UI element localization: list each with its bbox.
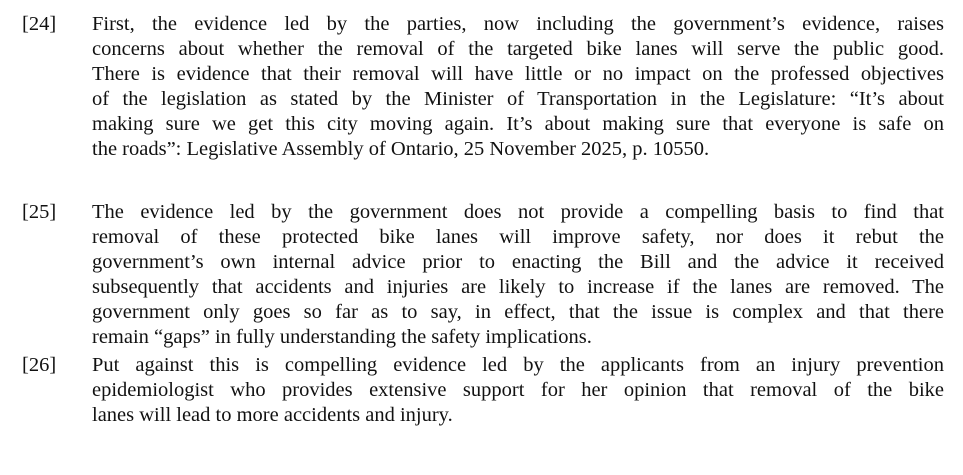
text-line: the roads”: Legislative Assembly of Ontario, 25 November 2025, p. 10550.: [92, 138, 710, 160]
text-line: There is evidence that their removal will have little or no impact on the professed objectives: [92, 63, 944, 85]
paragraph-text: [92, 200, 944, 350]
text-line: concerns about whether the removal of the targeted bike lanes will serve the public good.: [92, 38, 944, 60]
text-line: lanes will lead to more accidents and injury.: [92, 404, 453, 426]
text-line: removal of these protected bike lanes will improve safety, nor does it rebut the: [92, 226, 944, 248]
text-line: government’s own internal advice prior to enacting the Bill and the advice it received: [92, 251, 944, 273]
text-line: First, the evidence led by the parties, now including the government’s evidence, raises: [92, 13, 944, 35]
paragraph-text: [92, 12, 944, 162]
text-line: epidemiologist who provides extensive support for her opinion that removal of the bike: [92, 379, 944, 401]
text-line: making sure we get this city moving again. It’s about making sure that everyone is safe on: [92, 113, 944, 135]
text-line: government only goes so far as to say, in effect, that the issue is complex and that there: [92, 301, 944, 323]
text-line: Put against this is compelling evidence led by the applicants from an injury prevention: [92, 354, 944, 376]
paragraph-number: [26]: [22, 354, 57, 376]
text-line: of the legislation as stated by the Minister of Transportation in the Legislature: “It’s about: [92, 88, 944, 110]
paragraph-number: [24]: [22, 13, 57, 35]
paragraph-number: [25]: [22, 201, 57, 223]
text-line: The evidence led by the government does not provide a compelling basis to find that: [92, 201, 944, 223]
text-line: remain “gaps” in fully understanding the safety implications.: [92, 326, 592, 348]
text-line: subsequently that accidents and injuries are likely to increase if the lanes are removed. The: [92, 276, 944, 298]
paragraph-text: [92, 353, 944, 428]
